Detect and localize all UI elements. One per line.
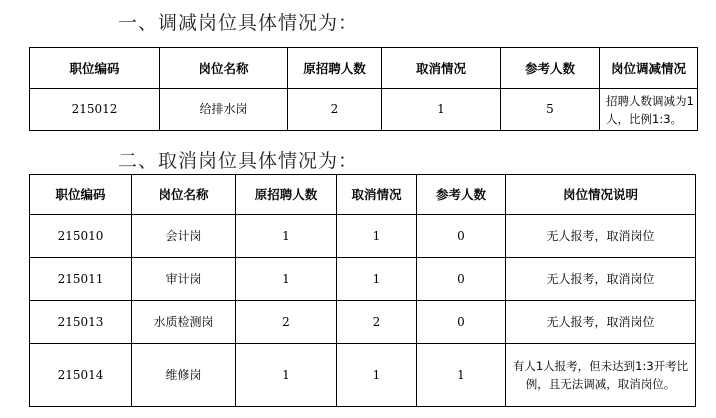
header-position-code: 职位编码 [30, 175, 132, 215]
cell-position-notes: 无人报考，取消岗位 [506, 258, 696, 301]
cell-position-code: 215014 [30, 344, 132, 407]
section-2-heading: 二、取消岗位具体情况为： [118, 150, 359, 172]
cell-position-name: 水质检测岗 [132, 301, 236, 344]
cell-applicants: 1 [417, 344, 506, 407]
header-original-hires: 原招聘人数 [236, 175, 337, 215]
table-header-row [30, 175, 696, 215]
cell-cancellation: 2 [337, 301, 417, 344]
reduced-positions-table [29, 47, 698, 131]
header-position-name: 岗位名称 [160, 48, 288, 89]
header-position-code: 职位编码 [30, 48, 160, 89]
cell-applicants: 0 [417, 301, 506, 344]
table-row [30, 89, 698, 131]
cell-cancellation: 1 [337, 215, 417, 258]
cell-applicants: 0 [417, 215, 506, 258]
cell-position-code: 215010 [30, 215, 132, 258]
cell-position-name: 审计岗 [132, 258, 236, 301]
cell-position-name: 给排水岗 [160, 89, 288, 131]
cell-original-hires: 2 [288, 89, 382, 131]
header-reduction-status: 岗位调减情况 [600, 48, 698, 89]
cell-cancellation: 1 [382, 89, 501, 131]
cell-position-code: 215011 [30, 258, 132, 301]
cell-cancellation: 1 [337, 258, 417, 301]
table-row [30, 215, 696, 258]
cell-position-notes: 无人报考，取消岗位 [506, 215, 696, 258]
cell-original-hires: 1 [236, 344, 337, 407]
cell-position-name: 会计岗 [132, 215, 236, 258]
table-row [30, 344, 696, 407]
header-original-hires: 原招聘人数 [288, 48, 382, 89]
cell-applicants: 0 [417, 258, 506, 301]
cell-cancellation: 1 [337, 344, 417, 407]
cell-reduction-status: 招聘人数调减为1人，比例1:3。 [600, 89, 698, 131]
cell-position-notes: 无人报考，取消岗位 [506, 301, 696, 344]
cancelled-positions-table [29, 174, 696, 407]
cell-original-hires: 1 [236, 215, 337, 258]
table-row [30, 301, 696, 344]
header-position-notes: 岗位情况说明 [506, 175, 696, 215]
cell-position-name: 维修岗 [132, 344, 236, 407]
cell-position-code: 215012 [30, 89, 160, 131]
cell-position-notes: 有人1人报考，但未达到1:3开考比例，且无法调减，取消岗位。 [506, 344, 696, 407]
cell-position-code: 215013 [30, 301, 132, 344]
header-cancellation: 取消情况 [337, 175, 417, 215]
cell-original-hires: 2 [236, 301, 337, 344]
header-applicants: 参考人数 [417, 175, 506, 215]
header-applicants: 参考人数 [501, 48, 600, 89]
table-header-row [30, 48, 698, 89]
cell-applicants: 5 [501, 89, 600, 131]
header-cancellation: 取消情况 [382, 48, 501, 89]
table-row [30, 258, 696, 301]
header-position-name: 岗位名称 [132, 175, 236, 215]
section-1-heading: 一、调减岗位具体情况为： [118, 12, 359, 34]
cell-original-hires: 1 [236, 258, 337, 301]
